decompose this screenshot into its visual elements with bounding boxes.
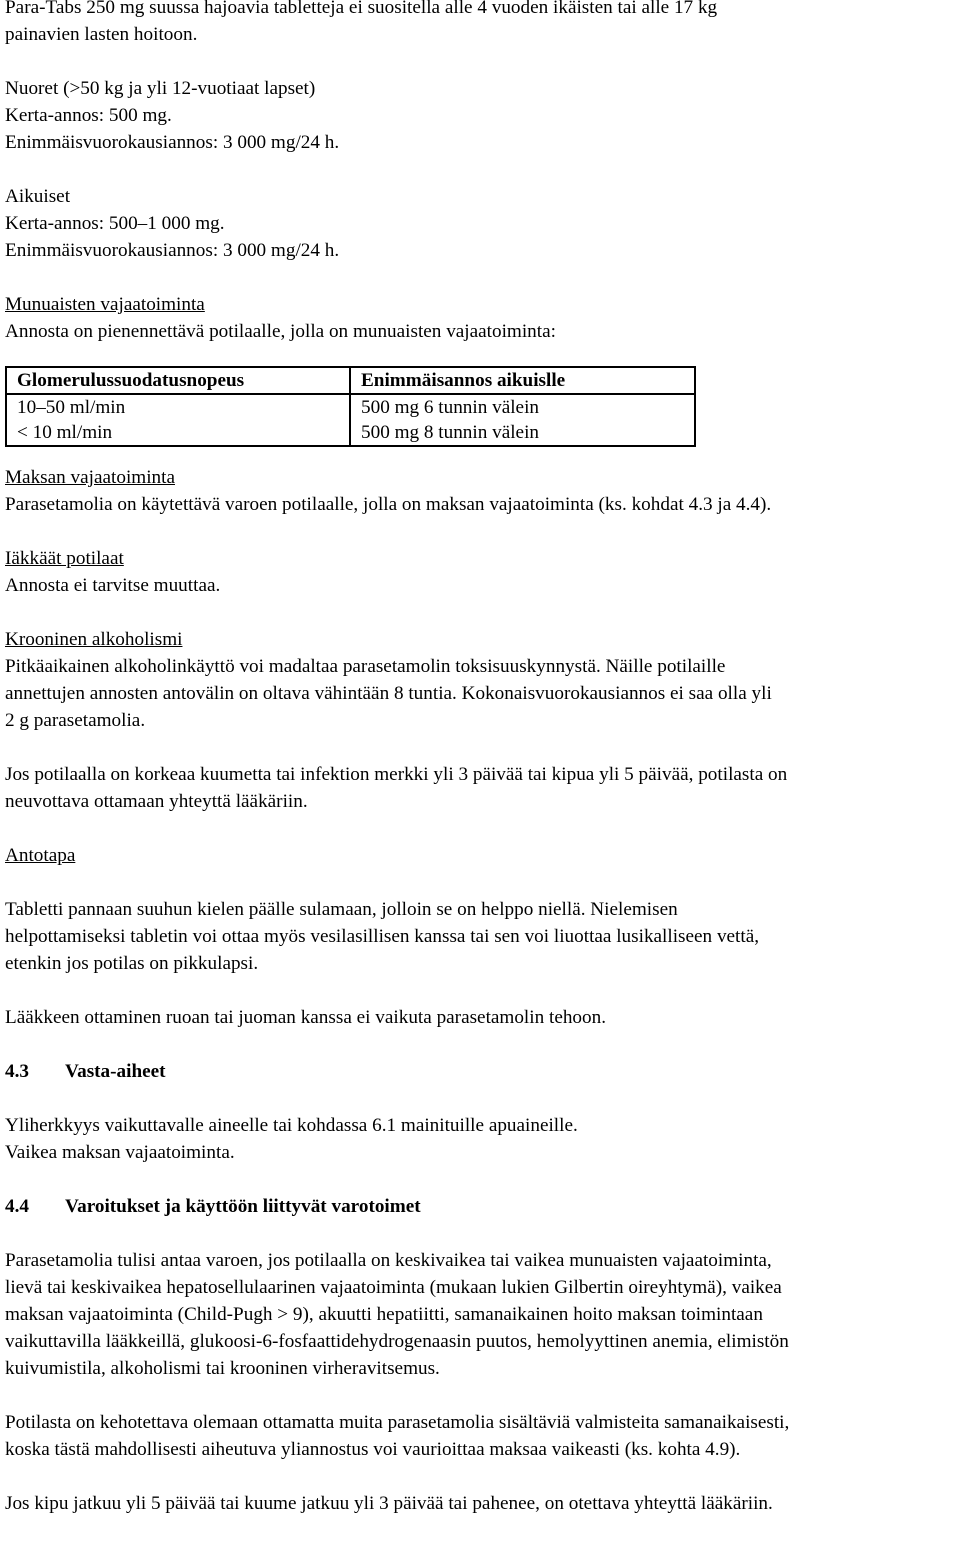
aikuiset-paragraph bbox=[5, 183, 957, 264]
section-4-4-line: Jos kipu jatkuu yli 5 päivää tai kuume jatkuu yli 3 päivää tai pahenee, on otettava yhteyttä lääkäriin. bbox=[5, 1493, 773, 1514]
aikuiset-max: Enimmäisvuorokausiannos: 3 000 mg/24 h. bbox=[5, 240, 340, 261]
antotapa-line: etenkin jos potilas on pikkulapsi. bbox=[5, 953, 259, 974]
section-4-3-line: Vaikea maksan vajaatoiminta. bbox=[5, 1142, 235, 1163]
aikuiset-dose: Kerta-annos: 500–1 000 mg. bbox=[5, 213, 225, 234]
alkoholismi-line: 2 g parasetamolia. bbox=[5, 710, 146, 731]
antotapa-paragraph-1 bbox=[5, 896, 957, 977]
section-4-4-line: lievä tai keskivaikea hepatosellulaarinen vajaatoiminta (mukaan lukien Gilbertin oireyhtymä), vaikea bbox=[5, 1277, 782, 1298]
nuoret-dose: Kerta-annos: 500 mg. bbox=[5, 105, 172, 126]
kuume-line: neuvottava ottamaan yhteyttä lääkäriin. bbox=[5, 791, 308, 812]
section-4-3-line: Yliherkkyys vaikuttavalle aineelle tai kohdassa 6.1 mainituille apuaineille. bbox=[5, 1115, 578, 1136]
table-header-row bbox=[6, 367, 695, 394]
antotapa-line: Lääkkeen ottaminen ruoan tai juoman kanssa ei vaikuta parasetamolin tehoon. bbox=[5, 1007, 607, 1028]
alkoholismi-paragraph bbox=[5, 626, 957, 734]
table-cell: 500 mg 8 tunnin välein bbox=[350, 420, 695, 446]
kuume-paragraph bbox=[5, 761, 957, 815]
document bbox=[5, 0, 957, 1544]
table-cell: 10–50 ml/min bbox=[6, 394, 350, 420]
antotapa-line: Tabletti pannaan suuhun kielen päälle sulamaan, jolloin se on helppo niellä. Nielemisen bbox=[5, 899, 678, 920]
antotapa-line: helpottamiseksi tabletin voi ottaa myös vesilasillisen kanssa tai sen voi liuottaa lusikalliseen vettä, bbox=[5, 926, 760, 947]
section-4-4-paragraph-2 bbox=[5, 1409, 957, 1463]
antotapa-heading-paragraph bbox=[5, 842, 957, 869]
intro-paragraph bbox=[5, 0, 957, 48]
section-4-4-paragraph-1 bbox=[5, 1247, 957, 1382]
dosage-table bbox=[5, 366, 696, 447]
table-header-maxdose: Enimmäisannos aikuislle bbox=[350, 367, 695, 394]
aikuiset-title: Aikuiset bbox=[5, 186, 71, 207]
iakkaat-text: Annosta ei tarvitse muuttaa. bbox=[5, 575, 221, 596]
section-number: 4.4 bbox=[5, 1196, 29, 1217]
munuaiset-heading: Munuaisten vajaatoiminta bbox=[5, 294, 205, 315]
maksa-text: Parasetamolia on käytettävä varoen potilaalle, jolla on maksan vajaatoiminta (ks. kohdat 4.3 ja 4.4). bbox=[5, 494, 772, 515]
iakkaat-paragraph bbox=[5, 545, 957, 599]
table-row bbox=[6, 394, 695, 420]
nuoret-paragraph bbox=[5, 75, 957, 156]
iakkaat-heading: Iäkkäät potilaat bbox=[5, 548, 124, 569]
section-4-3-heading bbox=[5, 1058, 957, 1085]
section-4-4-line: koska tästä mahdollisesti aiheutuva yliannostus voi vaurioittaa maksaa vaikeasti (ks. kohta 4.9). bbox=[5, 1439, 741, 1460]
section-title: Varoitukset ja käyttöön liittyvät varotoimet bbox=[65, 1196, 421, 1217]
table-header-gfr: Glomerulussuodatusnopeus bbox=[6, 367, 350, 394]
nuoret-title: Nuoret (>50 kg ja yli 12-vuotiaat lapset) bbox=[5, 78, 316, 99]
intro-line: painavien lasten hoitoon. bbox=[5, 24, 198, 45]
antotapa-paragraph-2 bbox=[5, 1004, 957, 1031]
section-title: Vasta-aiheet bbox=[65, 1061, 166, 1082]
alkoholismi-heading: Krooninen alkoholismi bbox=[5, 629, 183, 650]
nuoret-max: Enimmäisvuorokausiannos: 3 000 mg/24 h. bbox=[5, 132, 340, 153]
maksa-paragraph bbox=[5, 464, 957, 518]
intro-line: Para-Tabs 250 mg suussa hajoavia tabletteja ei suositella alle 4 vuoden ikäisten tai alle 17 kg bbox=[5, 0, 718, 18]
alkoholismi-line: Pitkäaikainen alkoholinkäyttö voi madaltaa parasetamolin toksisuuskynnystä. Näille potilaille bbox=[5, 656, 726, 677]
alkoholismi-line: annettujen annosten antovälin on oltava vähintään 8 tuntia. Kokonaisvuorokausiannos ei saa olla yli bbox=[5, 683, 772, 704]
section-4-4-line: Parasetamolia tulisi antaa varoen, jos potilaalla on keskivaikea tai vaikea munuaisten vajaatoiminta, bbox=[5, 1250, 772, 1271]
section-number: 4.3 bbox=[5, 1061, 29, 1082]
table-row bbox=[6, 420, 695, 446]
antotapa-heading: Antotapa bbox=[5, 845, 76, 866]
section-4-4-line: kuivumistila, alkoholismi tai krooninen virheravitsemus. bbox=[5, 1358, 440, 1379]
table-cell: < 10 ml/min bbox=[6, 420, 350, 446]
section-4-3-paragraph bbox=[5, 1112, 957, 1166]
section-4-4-heading bbox=[5, 1193, 957, 1220]
kuume-line: Jos potilaalla on korkeaa kuumetta tai infektion merkki yli 3 päivää tai kipua yli 5 päivää, potilasta on bbox=[5, 764, 788, 785]
munuaiset-text: Annosta on pienennettävä potilaalle, jolla on munuaisten vajaatoiminta: bbox=[5, 321, 556, 342]
section-4-4-line: Potilasta on kehotettava olemaan ottamatta muita parasetamolia sisältäviä valmisteita samanaikaisesti, bbox=[5, 1412, 790, 1433]
table-cell: 500 mg 6 tunnin välein bbox=[350, 394, 695, 420]
maksa-heading: Maksan vajaatoiminta bbox=[5, 467, 175, 488]
section-4-4-line: maksan vajaatoiminta (Child-Pugh > 9), akuutti hepatiitti, samanaikainen hoito maksan toimintaan bbox=[5, 1304, 763, 1325]
munuaiset-paragraph bbox=[5, 291, 957, 345]
section-4-4-paragraph-3 bbox=[5, 1490, 957, 1517]
section-4-4-line: vaikuttavilla lääkkeillä, glukoosi-6-fosfaattidehydrogenaasin puutos, hemolyyttinen anemia, elimistön bbox=[5, 1331, 789, 1352]
